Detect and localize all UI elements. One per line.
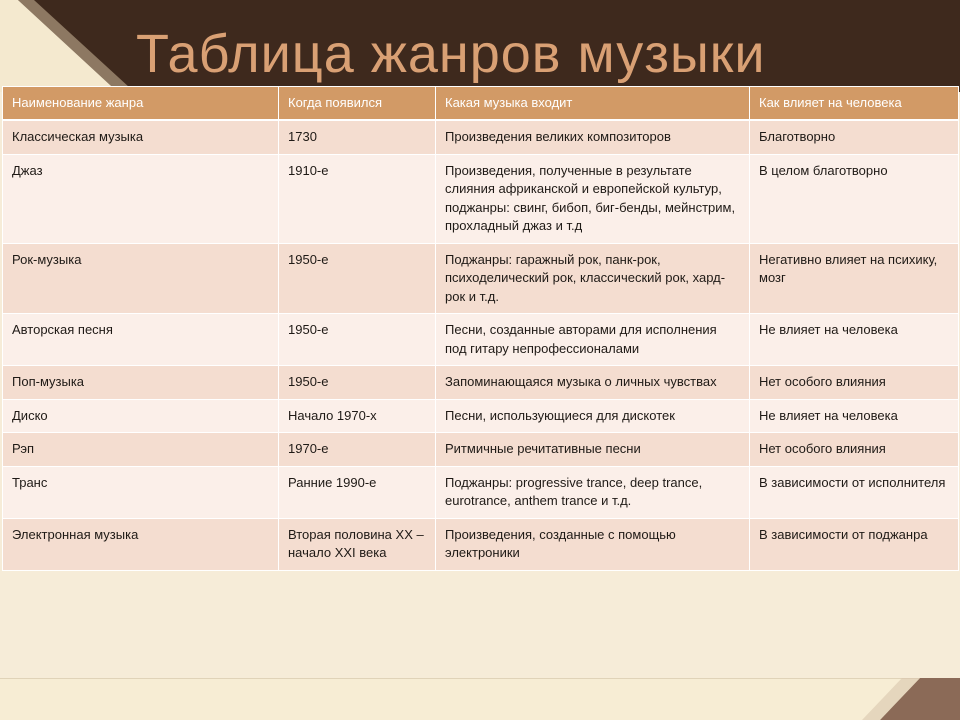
cell-effect: В зависимости от поджанра [750,518,959,570]
bottom-strip [0,678,960,720]
cell-appeared: 1730 [279,120,436,154]
table-row [3,314,959,366]
cell-genre: Электронная музыка [3,518,279,570]
cell-appeared: 1910-е [279,154,436,243]
cell-includes: Поджанры: гаражный рок, панк-рок, психоделический рок, классический рок, хард-рок и т.д. [436,243,750,314]
cell-genre: Джаз [3,154,279,243]
cell-appeared: Ранние 1990-е [279,466,436,518]
header-appeared: Когда появился [279,87,436,121]
cell-effect: В зависимости от исполнителя [750,466,959,518]
cell-includes: Ритмичные речитативные песни [436,433,750,467]
cell-effect: Не влияет на человека [750,399,959,433]
cell-includes: Произведения, созданные с помощью электроники [436,518,750,570]
cell-effect: Нет особого влияния [750,433,959,467]
cell-effect: Негативно влияет на психику, мозг [750,243,959,314]
cell-appeared: 1950-е [279,314,436,366]
table-row [3,366,959,400]
cell-genre: Поп-музыка [3,366,279,400]
cell-effect: Не влияет на человека [750,314,959,366]
genres-table [2,86,959,571]
table-row [3,399,959,433]
cell-appeared: Вторая половина XX – начало XXI века [279,518,436,570]
table-row [3,243,959,314]
header-genre: Наименование жанра [3,87,279,121]
cell-genre: Рок-музыка [3,243,279,314]
cell-effect: Нет особого влияния [750,366,959,400]
cell-includes: Запоминающаяся музыка о личных чувствах [436,366,750,400]
cell-appeared: 1950-е [279,366,436,400]
cell-genre: Классическая музыка [3,120,279,154]
header-effect: Как влияет на человека [750,87,959,121]
header-includes: Какая музыка входит [436,87,750,121]
cell-includes: Произведения, полученные в результате слияния африканской и европейской культур, поджанры: свинг, бибоп, биг-бенды, мейнстрим, прохладный джаз и т.д [436,154,750,243]
cell-genre: Диско [3,399,279,433]
cell-includes: Песни, созданные авторами для исполнения под гитару непрофессионалами [436,314,750,366]
cell-appeared: Начало 1970-х [279,399,436,433]
cell-includes: Произведения великих композиторов [436,120,750,154]
table-row [3,518,959,570]
table-row [3,466,959,518]
cell-genre: Авторская песня [3,314,279,366]
table-row [3,120,959,154]
page-title: Таблица жанров музыки [136,24,766,84]
table-row [3,433,959,467]
bottom-corner-decoration [820,678,960,720]
cell-appeared: 1970-е [279,433,436,467]
corner-decoration [0,0,130,100]
cell-includes: Поджанры: progressive trance, deep trance, eurotrance, anthem trance и т.д. [436,466,750,518]
table-row [3,154,959,243]
cell-appeared: 1950-е [279,243,436,314]
table-header-row [3,87,959,121]
cell-effect: В целом благотворно [750,154,959,243]
cell-genre: Транс [3,466,279,518]
cell-effect: Благотворно [750,120,959,154]
cell-genre: Рэп [3,433,279,467]
cell-includes: Песни, использующиеся для дискотек [436,399,750,433]
